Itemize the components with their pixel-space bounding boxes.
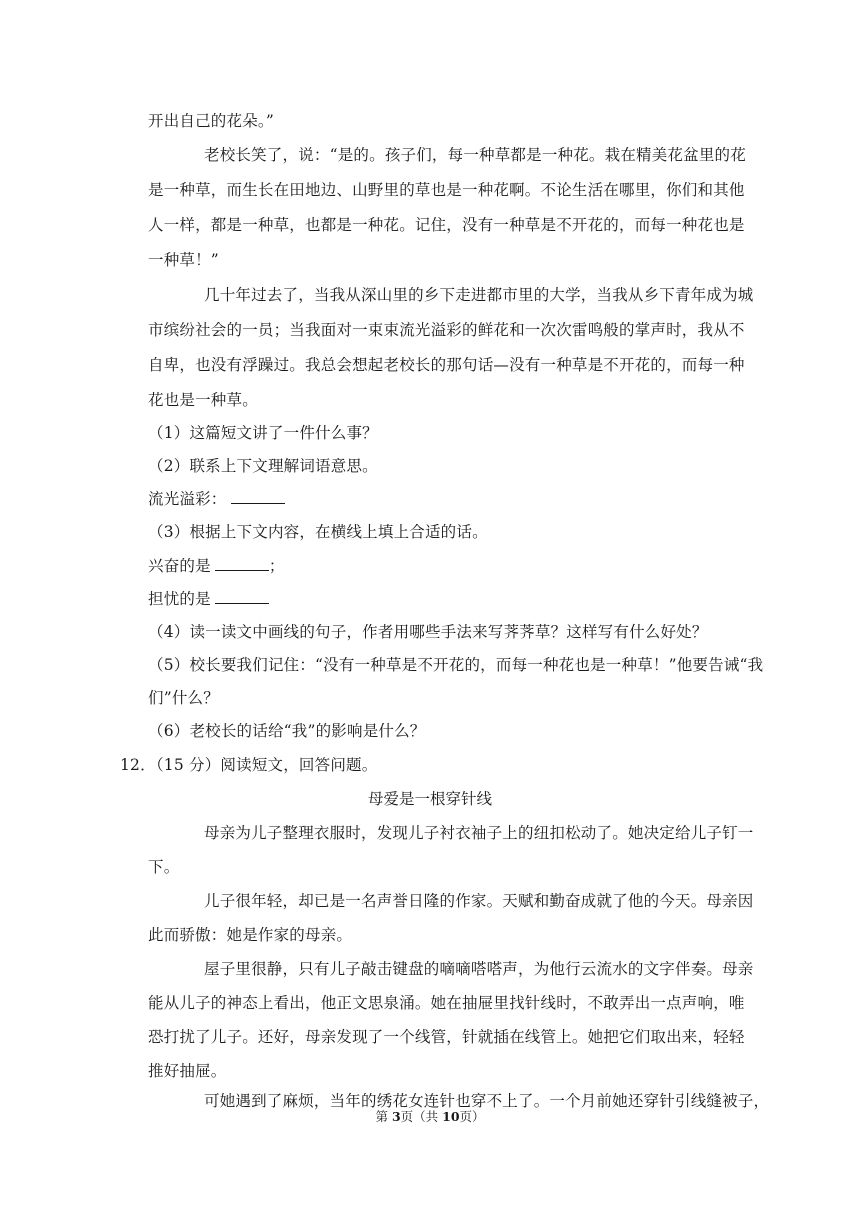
page-number: 3: [391, 1109, 401, 1124]
passage-line: 此而骄傲：她是作家的母亲。: [148, 926, 353, 944]
passage-title: 母爱是一根穿针线: [367, 790, 492, 808]
passage-line: 是一种草，而生长在田地边、山野里的草也是一种花啊。不论生活在哪里，你们和其他: [148, 181, 745, 199]
answer-blank[interactable]: [215, 556, 269, 571]
passage-line: 儿子很年轻，却已是一名声誉日隆的作家。天赋和勤奋成就了他的今天。母亲因: [204, 892, 754, 910]
passage-line: 花也是一种草。: [148, 391, 258, 409]
passage-line: 老校长笑了，说：“是的。孩子们，每一种草都是一种花。栽在精美花盆里的花: [204, 146, 746, 164]
passage-line: 能从儿子的神态上看出，他正文思泉涌。她在抽屉里找针线时，不敢弄出一点声响，唯: [148, 994, 745, 1012]
passage-line: 市缤纷社会的一员；当我面对一束束流光溢彩的鲜花和一次次雷鸣般的掌声时，我从不: [148, 321, 745, 339]
question-3-item-2-label: 担忧的是: [148, 590, 211, 608]
question-2-item-label: 流光溢彩：: [148, 490, 227, 508]
passage-line: 推好抽屉。: [148, 1062, 227, 1080]
passage-line: 可她遇到了麻烦，当年的绣花女连针也穿不上了。一个月前她还穿针引线缝被子，: [204, 1092, 770, 1110]
footer-mid: 页（共: [400, 1109, 443, 1124]
passage-line: 屋子里很静，只有儿子敲击键盘的嘀嘀嗒嗒声，为他行云流水的文字伴奏。母亲: [204, 960, 754, 978]
page-footer: [0, 1109, 860, 1125]
footer-prefix: 第: [375, 1109, 392, 1124]
question-6: （6）老校长的话给“我”的影响是什么？: [148, 722, 426, 740]
question-5-line-2: 们”什么？: [148, 689, 219, 707]
passage-line: 开出自己的花朵。”: [148, 112, 274, 130]
passage-line: 几十年过去了，当我从深山里的乡下走进都市里的大学，当我从乡下青年成为城: [204, 286, 754, 304]
question-3: （3）根据上下文内容，在横线上填上合适的话。: [148, 523, 488, 541]
passage-line: 人一样，都是一种草，也都是一种花。记住，没有一种草是不开花的，而每一种花也是: [148, 216, 745, 234]
question-3-item-2: [148, 589, 748, 609]
answer-blank[interactable]: [231, 489, 285, 504]
question-5-line-1: （5）校长要我们记住：“没有一种草是不开花的，而每一种花也是一种草！”他要告诫“我: [148, 656, 764, 674]
question-1: （1）这篇短文讲了一件什么事？: [148, 424, 378, 442]
passage-line: 一种草！”: [148, 251, 219, 269]
question-3-item-1-end: ；: [268, 557, 285, 575]
question-2: （2）联系上下文理解词语意思。: [148, 457, 378, 475]
passage-line: 恐打扰了儿子。还好，母亲发现了一个线管，针就插在线管上。她把它们取出来，轻轻: [148, 1028, 745, 1046]
passage-line: 自卑，也没有浮躁过。我总会想起老校长的那句话—没有一种草是不开花的，而每一种: [148, 356, 745, 374]
footer-suffix: 页）: [459, 1109, 485, 1124]
question-12-header: 12．（15 分）阅读短文，回答问题。: [120, 756, 378, 774]
page-total: 10: [442, 1109, 460, 1124]
passage-line: 下。: [148, 858, 180, 876]
question-3-item-1: [148, 556, 748, 576]
question-2-item: [148, 489, 748, 509]
question-3-item-1-label: 兴奋的是: [148, 557, 211, 575]
answer-blank[interactable]: [215, 589, 269, 604]
question-4: （4）读一读文中画线的句子，作者用哪些手法来写荠荠草？这样写有什么好处？: [148, 623, 708, 641]
passage-line: 母亲为儿子整理衣服时，发现儿子衬衣袖子上的纽扣松动了。她决定给儿子钉一: [204, 824, 754, 842]
